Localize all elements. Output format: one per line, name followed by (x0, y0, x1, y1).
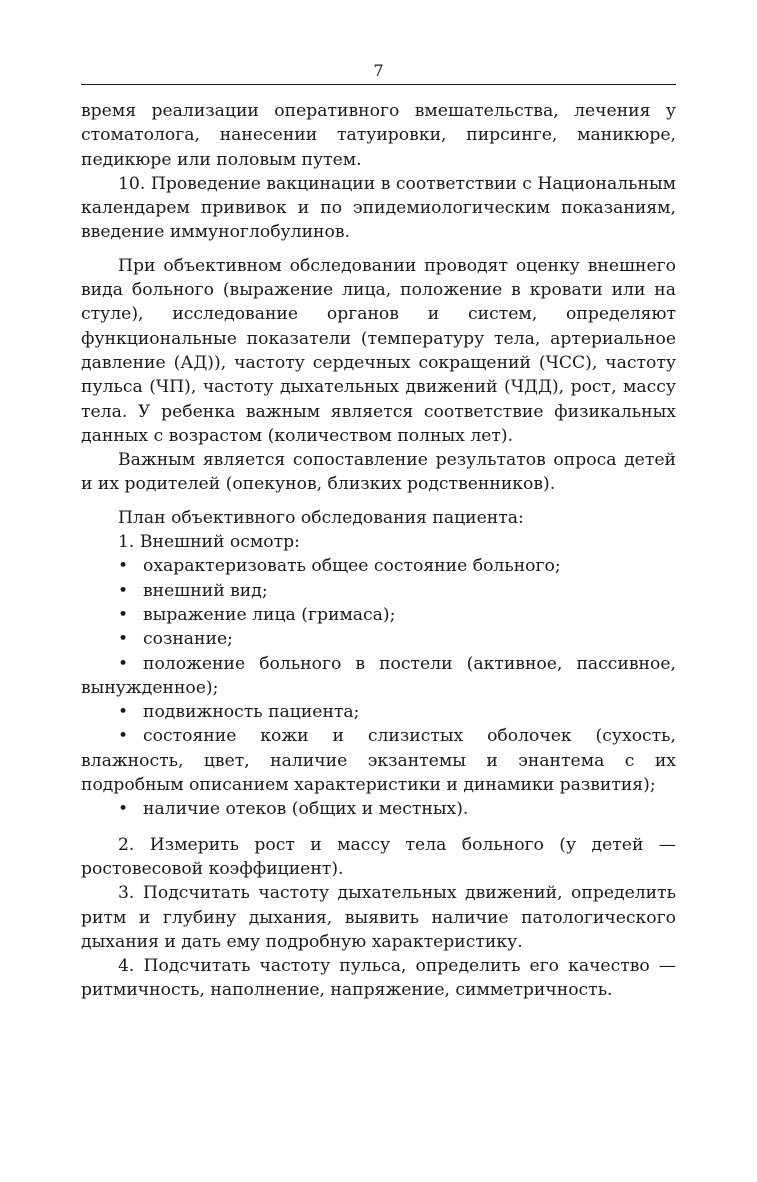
paragraph-vaccination: 10. Проведение вакцинации в соответствии с Национальным календарем прививок и по эпидемиологическим показаниям, введение иммуноглобулинов. (81, 173, 676, 243)
bullet-text: подвижность пациента; (143, 702, 360, 723)
bullet-text: положение больного в постели (активное, пассивное, вынужденное); (81, 653, 676, 698)
bullet-text: наличие отеков (общих и местных). (143, 799, 469, 820)
bullet-text: внешний вид; (143, 580, 268, 601)
bullet-icon: • (118, 604, 129, 625)
bullet-item (81, 554, 676, 578)
step-pulse: 4. Подсчитать частоту пульса, определить его качество — ритмичность, наполнение, напряжение, симметричность. (81, 956, 676, 1001)
bullet-text: сознание; (143, 629, 233, 650)
bullet-item (81, 700, 676, 724)
bullet-item (81, 627, 676, 651)
page-text (81, 99, 676, 1003)
bullet-item (81, 797, 676, 821)
paragraph-continuation: время реализации оперативного вмешательства, лечения у стоматолога, нанесении татуировки, пирсинге, маникюре, педикюре или половым путем. (81, 101, 676, 170)
bullet-item (81, 579, 676, 603)
bullet-icon: • (118, 629, 129, 650)
plan-heading: План объективного обследования пациента: (118, 507, 524, 528)
bullet-text: охарактеризовать общее состояние больного; (143, 556, 561, 577)
bullet-icon: • (118, 799, 129, 820)
bullet-icon: • (118, 580, 129, 601)
step-respiration: 3. Подсчитать частоту дыхательных движений, определить ритм и глубину дыхания, выявить наличие патологического дыхания и дать ему подробную характеристику. (81, 883, 676, 952)
step-height-weight: 2. Измерить рост и массу тела больного (у детей — ростовесовой коэффициент). (81, 834, 676, 879)
header-rule (81, 84, 676, 85)
bullet-icon: • (118, 702, 129, 723)
bullet-item (81, 724, 676, 797)
page-number: 7 (373, 61, 384, 80)
bullet-item (81, 652, 676, 701)
bullet-text: выражение лица (гримаса); (143, 604, 396, 625)
bullet-icon: • (118, 726, 129, 747)
bullet-icon: • (118, 653, 129, 674)
book-page (81, 60, 676, 1003)
bullet-text: состояние кожи и слизистых оболочек (сухость, влажность, цвет, наличие экзантемы и энантема с их подробным описанием характеристики и динамики развития); (81, 726, 676, 796)
bullet-icon: • (118, 556, 129, 577)
paragraph-comparison: Важным является сопоставление результатов опроса детей и их родителей (опекунов, близких родственников). (81, 450, 676, 495)
step-external-exam: 1. Внешний осмотр: (118, 532, 300, 553)
paragraph-objective-exam: При объективном обследовании проводят оценку внешнего вида больного (выражение лица, положение в кровати или на стуле), исследование органов и систем, определяют функциональные показатели (температуру тела, артериальное давление (АД)), частоту сердечных сокращений (ЧСС), частоту пульса (ЧП), частоту дыхательных движений (ЧДД), рост, массу тела. У ребенка важным является соответствие физикальных данных с возрастом (количеством полных лет). (81, 255, 676, 446)
bullet-item (81, 603, 676, 627)
